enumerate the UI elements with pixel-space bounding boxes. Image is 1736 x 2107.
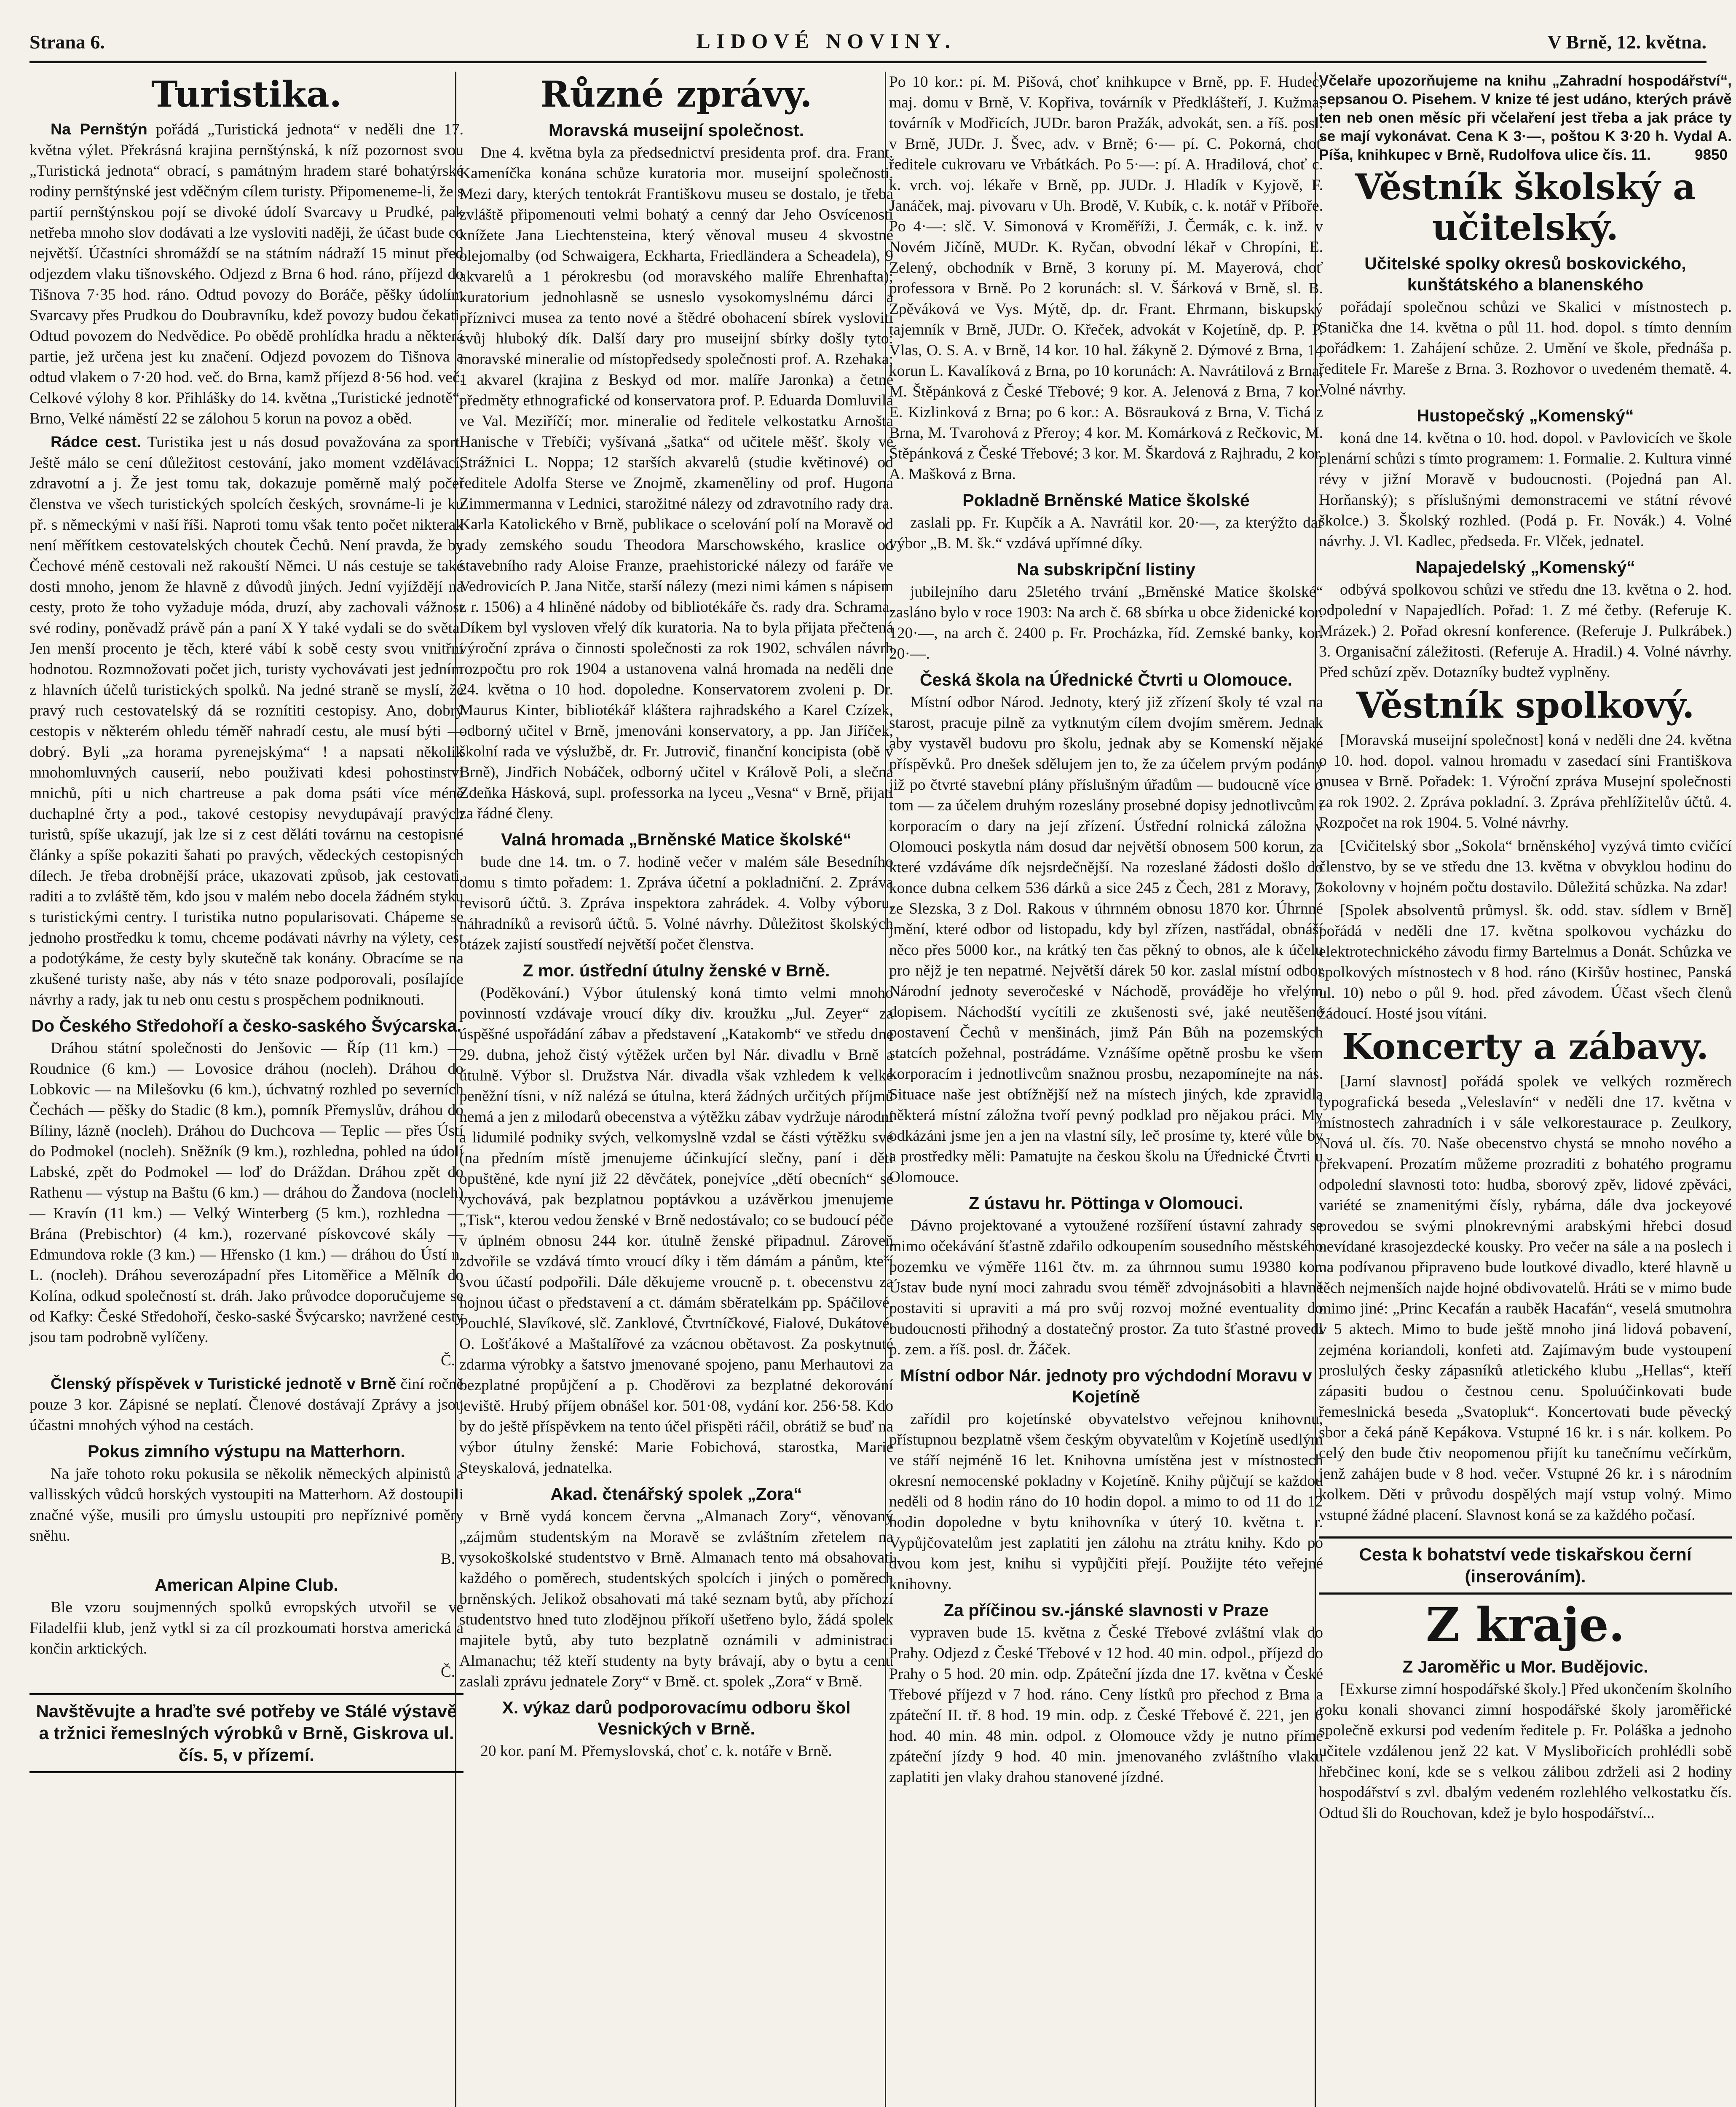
article-heading: Učitelské spolky okresů boskovického, kunštátského a blanenského	[1364, 254, 1686, 294]
article-lead: Členský příspěvek v Turistické jednotě v Brně	[51, 1375, 396, 1392]
article-body: Turistika jest u nás dosud považována za sport. Ještě málo se cení důležitost cestování, jako moment vzdělávací, zdravotní a j. Že jest tomu tak, dokazuje poměrně malý počet členstva ve všech turistických spolcích českých, srovnáme-li je ku př. s německými v naší říši. Naproti tomu však tento počet nikterak není měřítkem cestovatelských choutek Čechů. Není pravda, že by Čechové méně cestovali než rakouští Němci. U nás cestuje se také dosti mnoho, jenom že hlavně z důvodů jiných. Jední vyjíždějí na cesty, proto že toho vyžaduje móda, druzí, aby zachovali vážnost své rodiny, poněvadž právě pán a paní X Y také vydali se do světa. Jen menší procento je těch, které vábí k sobě cesty svou vnitřní hodnotou. Rozmnožovati počet jich, turisty vychovávati jest jedním z hlavních účelů turistických spolků. Na jedné straně se myslí, že pravý ruch cestovatelský dá se roznítiti cestopisy. Ano, dobrý cestopis v některém ohledu téměř nahradí cestu, ale musí býti — dobrý. Byli „za horama pyrenejskýma“ ! a napsati několik mnohomluvných causerií, nebo použivati kdesi pohostinství mnichů, píti u nich chartreuse a pak doma psáti více méně duchaplné črty a pod., takové cestopisy nevydupávají pravých turistů, spíše ukazují, jak lze si z cest děláti továrnu na cestopisné články a spíše pokaziti šahati po pravých, vědeckých cestopisných dílech. Je třeba drobnější práce, ukazovati způsob, jak cestovati, raditi a to zvláště těm, kdo jsou v malém nebo docela žádném styku s turistickými centry. I turistika nutno popularisovati. Chápeme se jednoho prostředku k tomu, chceme podávati návrhy na výlety, cest a podotýkáme, že cesty byly skutečně tak konány. Obracíme se na zkušené turisty naše, aby nás v této snaze podporovali, posílajíce návrhy a rady, jak tu neb onu cestu s prospěchem podniknouti.	[29, 434, 463, 1008]
article-heading: Akad. čtenářský spolek „Zora“	[550, 1484, 802, 1504]
article-body: Po 10 kor.: pí. M. Pišová, choť knihkupce v Brně, pp. F. Hudec, maj. domu v Brně, V. Kopřiva, továrník v Předklášteří, J. Kužma, továrník v Modřicích, JUDr. baron Pražák, advokát, sen. a říš. posl. v Brně, JUDr. J. Švec, adv. v Brně; 6·— pí. C. Pokorná, choť ředitele cukrovaru ve Vrbátkách. Po 5·—: pí. A. Hradilová, choť c. k. vrch. voj. lékaře v Brně, pp. JUDr. J. Hladík v Kyjově, F. Janáček, maj. pivovaru v Uh. Brodě, V. Kubík, c. k. notář v Příboře. Po 4·—: slč. V. Simonová v Kroměříži, J. Čermák, c. k. inž. v Novém Jičíně, MUDr. K. Ryčan, obvodní lékař v Chropíni, E. Zelený, obchodník v Brně, 3 koruny pí. M. Mayerová, choť professora v Brně. Po 2 korunách: sl. V. Šárková v Brně, sl. B. Zpěváková ve Vys. Mýtě, dp. dr. Frant. Ehrmann, biskupský tajemník v Brně, JUDr. O. Křeček, advokát v Kojetíně, dp. P. P. Vlas, O. S. A. v Brně, 14 kor. 10 hal. žákyně 2. Dýmové z Brna, 14 korun L. Kavalíková z Brna, po 10 korunách: A. Navrátilová z Brna, M. Štěpánková z České Třebové; 9 kor. A. Jelenová z Brna, 7 kor. E. Kizlinková z Brna; po 6 kor.: A. Bösrauková z Brna, V. Tichá z Brna, M. Tvarohová z Přeroy; 4 kor. M. Komárková z Rečkovic, M. Štěpánková z České Třebové; 3 kor. M. Škardová z Rajhradu, 2 kor. A. Mašková z Brna.	[889, 73, 1323, 483]
column-tourism	[29, 72, 463, 1777]
advertisement-box: Cesta k bohatství vede tiskařskou černí (inserováním).	[1319, 1536, 1732, 1595]
article-heading: Pokus zimního výstupu na Matterhorn.	[87, 1442, 405, 1461]
article-body: zařídil pro kojetínské obyvatelstvo veřejnou knihovnu, přístupnou bezplatně všem českým obyvatelům v Kojetíně usedlým ve stáří nejméně 16 let. Knihovna umístěna jest v místnostech okresní nemocenské pokladny v Kojetíně. Knihy půjčují se každou neděli od 8 hodin ráno do 10 hodin dopol. a mimo to od 11 do 12 hodin dopoledne v bytu knihovníka v úterý 10. května t. r. Vypůjčovatelům jest zaplatiti jen zálohu na ztrátu knihy. Kdo po dvou kom jest, knihu si vypůjčiti přejí. Použijte této veřejné knihovny.	[889, 1410, 1323, 1593]
article-body: Dne 4. května byla za předsednictví presidenta prof. dra. Frant. Kameníčka konána schůze kuratoria mor. museijní společnosti. Mezi dary, kterých tentokrát Františkovu museu se dostalo, je třeba zvláště připomenouti velmi bohatý a cenný dar Jeho Osvícenosti knížete Jana Liechtensteina, který věnoval museu 4 skvostné olejomalby (od Schwaigera, Eckharta, Friedländera a Scheadela), 9 akvarelů a 1 pérokresbu (od moravského malíře Ehrenhafta); kuratorium jednohlasně se usneslo vysokomyslnému dárci a příznivci musea za tento nové a štědré obohacení sbírek vysloviti svůj hluboký dík. Další dary pro museijní sbírky došly tyto: moravské mineralie od místopředsedy společnosti prof. A. Rzehaka; 1 akvarel (krajina z Beskyd od mor. malíře Jaronka) a četné předměty ethnografické od konservatora prof. P. Eduarda Domluvila ve Val. Meziříčí; mor. mineralie od ředitele velkostatku Arnošta Hanische v Třebíči; vyšívaná „šatka“ od učitele měšť. školy ve Strážnici L. Noppa; 12 starších akvarelů (studie květinové) od ředitele Adolfa Sterse ve Znojmě, zkamenělinу od prof. Hugona Zimmermanna v Lednici, starožitné nálezy od zdravotního rady dra. Karla Katolického v Brně, publikace o scelování polí na Moravě od rady zemského soudu Theodora Marschowského, kraslice od stavebního rady Aloise Franze, praehistorické nálezy od faráře ve Vedrovicích P. Jana Nitče, starší nálezy (mezi nimi kámen s nápisem z r. 1506) a 4 hliněné nádoby od bibliotékáře čs. rady dra. Schrama. Díkem byl vysloven vřelý dík kuratoria. Na to byla přijata přečtená výroční zpráva o činnosti společnosti za rok 1902, schválen návrh rozpočtu pro rok 1904 a ustanovena valná hromada na neděli dne 24. května o 10 hod. dopoledne. Konservatorem zvoleni p. Dr. Maurus Kinter, bibliotékář kláštera rajhradského a Karel Czízek, odborný učitel v Brně, jmenováni konservatory, a pp. Jan Jiříček, školní rada ve výslužbě, dr. Fr. Jutrovič, finanční koncipista (obě v Brně), Jindřich Nobáček, odborný učitel v Králově Poli, a slečna Zdeňka Hásková, supl. professorka na lyceu „Vesna“ v Brně, přijati za řádné členy.	[459, 144, 893, 822]
column-continued	[889, 72, 1323, 1790]
article-body: Místní odbor Národ. Jednoty, který již zřízení školy té vzal na starost, pracuje pilně za vytknutým cílem dvojím směrem. Jednak aby vystavěl budovu pro školu, jednak aby se Komenskí nějaké příspěvků. Pro dnešek sdělujem jen to, že za účelem prvým podány již po čtvrté stavební plány příslušným úřadům — budoucně více o tom — za účelem druhým rozeslány prosebné dopisy jednotlivcům i korporacím o dary na její zřízení. Ústřední rolnická záložna v Olomouci poskytla nám dosud dar největší obnosem 500 korun, za které vzdáváme dík nejsrdečnější. Na rozeslané žádosti došlo do konce dubna celkem 536 dárků a sice 245 z Čech, 281 z Moravy, 7 ze Slezska, 3 z Dol. Rakous v úhrnném obnosu 1870 kor. Úhrnné jmění, které odbor od listopadu, kdy byl zřízen, nastřádal, obnáší něco přes 5000 kor., na krátký ten čas pěkný to obnos, ale k účelu pro nějž je ten nepatrné. Největší dárek 50 kor. zaslal místní odbor Národní jednoty severočeské v Náchodě, prováděje ho vřelým dopisem. Náchodští vycítili ze zkušenosti své, jaké neutěšené postavení Čechů v menšinách, jimž Pán Bůh na pozemských statcích požehnal, postrádáme. Vznášíme opětně prosbu ke všem korporacím i jednotlivcům snažnou prosbu, nezapomínejte na nás. Situace naše jest obtížnější než na místech jiných, kde zpravidla některá místní záložna tvoří pevný podklad pro nějakou práci. My odkázáni jsme jen a jen na vlastní síly, leč prosíme ty, které vůle by a prostředky měli: Pamatujte na českou školu na Úřednické Čtvrti u Olomouce.	[889, 694, 1323, 1186]
ad-number: 9850	[1695, 147, 1728, 163]
article-body: Dávno projektované a vytoužené rozšíření ústavní zahrady se mimo očekávání šťastně zdařilo odkoupením sousedního městského pozemku ve výměře 1161 čtv. m. za úhrnnou sumu 19380 kor. Ústav bude nyní moci zahradu svou téměř zdvojnásobiti a hlavně postaviti si upraviti a má pro svůj rozvoj možné eventuality do budoucnosti přihodný a dostatečný prostor. Za tuto šťastné provedl p. zem. a říš. posl. dr. Žáček.	[889, 1217, 1323, 1358]
article-body: [Spolek absolventů průmysl. šk. odd. stav. sídlem v Brně] pořádá v neděli dne 17. května spolkovou vycházku do elektrotechnického závodu firmy Bartelmus a Donát. Schůzka ve spolkových místnostech v 8 hod. ráno (Kiršův hostinec, Panská ul. 10) nebo o půl 9. hod. před závodem. Účast všech členů žádoucí. Hosté jsou vítáni.	[1319, 902, 1732, 1022]
section-heading: Věstník spolkový.	[1356, 684, 1695, 726]
signature: B.	[441, 1550, 455, 1568]
article-heading: Moravská museijní společnost.	[548, 121, 804, 140]
article-heading: American Alpine Club.	[155, 1575, 338, 1595]
page-number: Strana 6.	[29, 31, 105, 53]
advertisement-box: Navštěvujte a hraďte své potřeby ve Stálé výstavě a tržnici řemeslných výrobků v Brně, Giskrova ul. čís. 5, v přízemí.	[29, 1693, 463, 1773]
article-body: v Brně vydá koncem června „Almanach Zory“, věnovaný „zájmům studentským na Moravě se zvláštním zřetelem na vysokoškolské studentstvo v Brně. Almanach tento má obsahovati každého o poměrech, studentských spolcích i jiných o poměrech brněnských. Jelikož obsahovati má také seznam bytů, aby příchozí studentstvo hned tuto zlodějnou příkoří ušetřeno bylo, žádá spolek majitele bytů, aby tuto bezplatně oznámili v administraci Almanachu; též kteří studenty na byty brávají, aby o bytu a cenu zaslali zprávu jednatele Zory“ v Brně. ct. spolek „Zora“ v Brně.	[459, 1508, 893, 1690]
column-bulletins	[1319, 72, 1732, 1826]
article	[29, 119, 463, 429]
article-body: [Moravská museijní společnost] koná v neděli dne 24. května o 10. hod. dopol. valnou hromadu v zasedací síni Františkova musea v Brně. Pořadek: 1. Výroční zpráva Musejní společnosti za rok 1902. 2. Zpráva pokladní. 3. Zpráva přehlížitelův účtů. 4. Rozpočet na rok 1904. 5. Volné návrhy.	[1319, 732, 1732, 831]
article-body: činí ročně pouze 3 kor. Zápisné se neplatí. Členové dostávají Zprávy a jsou účastni mnohých výhod na cestách.	[29, 1375, 463, 1434]
article-heading: Z Jaroměřic u Mor. Budějovic.	[1402, 1657, 1648, 1676]
article-body: zaslali pp. Fr. Kupčík a A. Navrátil kor. 20·—, za kterýžto dar výbor „B. M. šk.“ vzdává upřímné díky.	[889, 514, 1323, 552]
article-body: pořádá „Turistická jednota“ v neděli dne 17. května výlet. Překrásná krajina pernštýnská, k níž pozornost svou „Turistická jednota“ obrací, s památným hradem staré bohatýrské rodiny pernštýnské jest vděčným cílem turisty. Připomeneme-li, že s partií pernštýnskou pojí se divoké údolí Svarcavy u Prudké, pak netřeba mnoho slov dodávati a lze vysloviti naději, že účast bude co největší. Účastníci shromáždí se na státním nádraží 15 minut před odjezdem vlaku tišnovského. Odjezd z Brna 6 hod. ráno, příjezd do Tišnova 7·35 hod. ráno. Odtud povozy do Boráče, pěšky údolím Svarcavy přes Prudkou do Doubravníku, kdež povozy budou čekati. Odtud povozem do Nedvědice. Po obědě prohlídka hradu a některá partie, jež určena jest ku značení. Odjezd povozem do Tišnova a odtud vlakem o 7·20 hod. več. do Brna, kamž příjezd 8·56 hod. več. Celkové výlohy 8 kor. Přihlášky do 14. května „Turistické jednotě“, Brno, Velké náměstí 22 se zálohou 5 korun na povoz a oběd.	[29, 121, 463, 427]
article-body: vypraven bude 15. května z České Třebové zvláštní vlak do Prahy. Odjezd z České Třebové v 12 hod. 40 min. odpol., příjezd do Prahy o 5 hod. 20 min. odp. Zpáteční jízda dne 17. května v České Třebové příjezd v 7 hod. ráno. Ceny lístků pro přechod z Brna a zpáteční II. tř. 8 hod. 19 min. odp. z České Třebové č. 221, jen 6 hod. 40 min. 48 min. odpol. z Olomouce vždy je nutno přímé zpáteční jízdy 9 hod. 40 min. jmenovaného zvláštního vlaku zaplatiti jen vlaky drahou stanovené jízdné.	[889, 1624, 1323, 1786]
article	[29, 432, 463, 1010]
article-body: Ble vzoru soujmenných spolků evropských utvořil se ve Filadelfii klub, jenž vytkl si za cíl prozkoumati horstva americká a končin arktických.	[29, 1599, 463, 1657]
section-heading: Turistika.	[151, 73, 342, 115]
article-body: jubilejního daru 25letého trvání „Brněnské Matice školské“ zasláno bylo v roce 1903: Na arch č. 68 sbírka u obce židenické kor. 120·—, na arch č. 2400 p. Fr. Procházka, říd. Zemské banky, kor. 20·—.	[889, 583, 1323, 662]
article-body: [Cvičitelský sbor „Sokola“ brněnského] vyzývá timto cvičící členstvo, by se ve středu dne 13. května v obvyklou hodinu do sokolovny v hojném počtu dostavilo. Důležitá schůzka. Na zdar!	[1319, 837, 1732, 896]
section-heading: Koncerty a zábavy.	[1342, 1026, 1709, 1067]
article	[29, 1373, 463, 1436]
article-body: [Jarní slavnost] pořádá spolek ve velkých rozměrech typografická beseda „Veleslavín“ v neděli dne 17. května v místnostech zahradních i v sále velkorestaurace p. Zeulkory, Nová ul. čís. 70. Naše obecenstvo chystá se mnoho nového a překvapení. Prozatím můžeme prozraditi z bohatého programu odpolední slavnosti toto: hudba, sborový zpěv, lidové zpěváci, variété se znamenitými čísly, rybárna, dále dva jockeyové provedou se svými plnokrevnými arabskými hřebci dosud nevídané krasojezdecké kousky. Pro večer na sále a na poslech i na podívanou připraveno bude loutkové divadlo, které hlavně u těch nejmenších najde hojné obdivovatelů. Hráti se v mimo bude mimo jiné: „Princ Kecafán a rauběk Hacafán“, veselá smutnohra v 5 aktech. Mimo to bude ještě mnoho jiná lidová pobavení, zejména koriandoli, konfeti atd. Zajímavým bude vystoupení proslulých česky zápasníků atletického klubu „Hellas“, kteří zápasiti budou o čestnou cenu. Spoluúčinkovati bude řemeslnická beseda „Svatopluk“. Koncertovati bude pěvecký sbor a čeká páně Kepákova. Vstupné 16 kr. i s nár. kolkem. Po celý den bude čtiv neopomenou přijít ku tanečnímu večírkům, jenž zahájen bude v 8 hod. večer. Vstupné 26 kr. i s národním kolkem. Děti v průvodu dospělých mají vstup volný. Mimo vstupné žádné placení. Slavnost koná se za každého počasí.	[1319, 1073, 1732, 1524]
article-body: Dráhou státní společnosti do Jenšovic — Říp (11 km.) — Roudnice (6 km.) — Lovosice dráhou (nocleh). Dráhou do Lobkovic — na Milešovku (6 km.), úchvatný rozhled po severních Čechách — pěšky do Stadic (8 km.), pomník Přemyslův, dráhou do Bíliny, lázně (nocleh). Dráhou do Duchcova — Teplic — přes Ústí do Podmokel (nocleh). Sněžník (9 km.), rozhledna, pohled na údolí Labské, zpět do Podmokel — loď do Dráždan. Dráhou zpět do Rathenu — výstup na Baštu (6 km.) — dráhou do Žandova (nocleh) — Kravín (11 km.) — Velký Winterberg (5 km.), rozhledna — Brána (Prebischtor) (4 km.), rozervané pískovcové skály — Edmundova rokle (3 km.) — Hřensko (1 km.) — dráhou do Ústí n. L. (nocleh). Dráhou severozápadní přes Litoměřice a Mělník do Kolína, odkud společností st. dráh. Jako průvodce doporučujeme se od Kafky: České Středohoří, česko-saské Švýcarsko; navržené cesty jsou tam podrobně vylíčeny.	[29, 1040, 463, 1346]
section-heading: Různé zprávy.	[540, 73, 812, 115]
page-header	[29, 21, 1707, 63]
article-heading: Za příčinou sv.-jánské slavnosti v Praze	[943, 1600, 1269, 1620]
article-body: Na jaře tohoto roku pokusila se několik německých alpinistů a vallisských vůdců horských vystoupiti na Matterhorn. Až dostoupili značné výše, musili pro úmyslu ustoupiti pro nepříznivé poměry sněhu.	[29, 1465, 463, 1544]
article-heading: Do Českého Středohoří a česko-saského Švýcarska.	[31, 1016, 462, 1035]
article-lead: Na Pernštýn	[51, 120, 147, 138]
article-body: koná dne 14. května o 10. hod. dopol. v Pavlovicích ve škole plenární schůzi s tímto programem: 1. Formalie. 2. Kultura vinné révy v jižní Moravě v budoucnosti. (Pojedná pan Al. Horňanský); s příslušnými demonstracemi ve státní révové školce.) 3. Školský rozhled. (Podá p. Fr. Novák.) 4. Volné návrhy. J. Vl. Kadlec, předseda. Fr. Vlček, jednatel.	[1319, 429, 1732, 550]
article-heading: Z mor. ústřední útulny ženské v Brně.	[522, 961, 830, 980]
newspaper-title: LIDOVÉ NOVINY.	[696, 29, 956, 53]
article-heading: Z ústavu hr. Pöttinga v Olomouci.	[969, 1193, 1243, 1213]
article-heading: Na subskripční listiny	[1017, 560, 1195, 579]
article-heading: Valná hromada „Brněnské Matice školské“	[501, 830, 852, 849]
column-various-news	[459, 72, 893, 1764]
article-heading: Pokladně Brněnské Matice školské	[962, 491, 1250, 510]
article-body: (Poděkování.) Výbor útulenský koná timto velmi mnoho povinností vzdávaje vroucí díky div. kroužku „Jul. Zeyer“ za úspěšné uspořádání zábav a představení „Katakomb“ ve středu dne 29. dubna, jehož čistý výtěžek určen byl Nár. divadlu v Brně a útulně. Výbor sl. Družstva Nár. divadla však vzhledem k velké peněžní tísni, v níž nalézá se útulna, která žádných určitých příjmů nemá a jen z milodarů obecenstva a výtěžku zábav vydržuje národní a lidumilé podniky svých, velkomyslně vzdal se části výtěžku své (na předním místě jmenujeme účinkující slečny, paní i děti opuštěné, kde nyní již 22 děvčátek, ponejvíce „dětí obecních“ se vychovává, pak bezplatnou poptávkou a uzávěrkou jmenujeme „Tisk“, kterou vedou ženské v Brně nedostávalo; co se budoucí péče v úplném obnosu 244 kor. útulně ženské připadnul. Zároveň zdvořile se vzdává tímto vroucí díky i těm dámám a pánům, kteří svou účastí podpořili. Dále děkujeme vroucně p. t. obecenstvu za hojnou účast o představení a ct. dámám sběratelkám pp. Spáčilové, Pouchlé, Slavíkové, slč. Zanklové, Čtvrtníčkové, Fialové, Dukátové, O. Lošťákové a Maštalířové za vzácnou obětavost. Za poskytnuté zdarma výrobky a šatstvo jmenované spojeno, panu Merhautovi za bezplatné propůjčení a p. Choděrovi za bezplatné dekorování jeviště. Hrubý příjem obnášel kor. 501·08, vydání kor. 256·58. Kdo by do ještě příspěvkem na tento účel přispěti ráčil, obrátiž se buď na výbor útulny ženské: Marie Fobichová, starostka, Marie Steyskalová, jednatelka.	[459, 984, 894, 1477]
article-heading: Místní odbor Nár. jednoty pro výchdodní Moravu v Kojetíně	[900, 1366, 1312, 1406]
article-body: odbývá spolkovou schůzi ve středu dne 13. května o 2. hod. odpolední v Napajedlích. Pořad: 1. Z mé četby. (Referuje K. Mrázek.) 2. Pořad okresní konference. (Referuje J. Pulkrábek.) 3. Organisační záležitosti. (Referuje A. Hradil.) 4. Volné návrhy. Před schůzí zpěv. Dotazníky budtež vyplněny.	[1319, 581, 1732, 681]
section-heading: Z kraje.	[1425, 1598, 1625, 1652]
article-heading: Česká škola na Úřednické Čtvrti u Olomouce.	[919, 670, 1293, 689]
article-heading: Hustopečský „Komenský“	[1417, 406, 1634, 425]
section-heading: Věstník školský a učitelský.	[1355, 166, 1696, 248]
ad-text: Včelaře upozorňujeme na knihu „Zahradní hospodářství“, sepsanou O. Pisehem. V knize té jest udáno, kterých právě ten neb onen měsíc při včelaření jest třeba a jak práce ty se mají vykonávat. Cena K 3·—, poštou K 3·20 h. Vydal A. Píša, knihkupec v Brně, Rudolfova ulice čís. 11.	[1319, 72, 1732, 163]
signature: Č.	[441, 1352, 455, 1369]
issue-date: V Brně, 12. května.	[1547, 31, 1707, 53]
article-body: [Exkurse zimní hospodářské školy.] Před ukončením školního roku konali shovanci zimní hospodářské školy jaroměřické společně exkursi pod vedením ředitele p. Fr. Poláška a jednoho učitele vzdálenou jenž 22 kat. V Myslibořicích prohlédli sobě hřebčinec koní, kde se s velkou zálibou zdrželi asi 2 hodiny hospodářství s zvl. dbalým vedeném rozlehlého velkostatku čís. Odtud šli do Rouchovan, kdež je bylo hospodářství...	[1319, 1681, 1732, 1822]
book-advertisement	[1319, 72, 1732, 164]
signature: Č.	[441, 1663, 455, 1681]
article-body: 20 kor. paní M. Přemyslovská, choť c. k. notáře v Brně.	[480, 1742, 832, 1760]
article-lead: Rádce cest.	[51, 433, 141, 450]
article-heading: X. výkaz darů podporovacímu odboru škol Vesnických v Brně.	[502, 1698, 851, 1738]
article-heading: Napajedelský „Komenský“	[1415, 558, 1635, 577]
article-body: bude dne 14. tm. o 7. hodině večer v malém sále Besedního domu s timto pořadem: 1. Zpráva účetní a pokladniční. 2. Zpráva revisorů účtů. 3. Zpráva inspektora zahrádek. 4. Volby výboru, náhradníků a revisorů účtů. 5. Volné návrhy. Důležitost školských otázek zajistí soustředí největší počet členstva.	[459, 853, 893, 953]
article-body: pořádají společnou schůzi ve Skalici v místnostech p. Stanička dne 14. května o půl 11. hod. dopol. s tímto denním pořádkem: 1. Zahájení schůze. 2. Umění ve škole, přednáša p. ředitele Fr. Mareše z Brna. 3. Rozhovor o uvedeném thematě. 4. Volné návrhy.	[1319, 298, 1732, 398]
